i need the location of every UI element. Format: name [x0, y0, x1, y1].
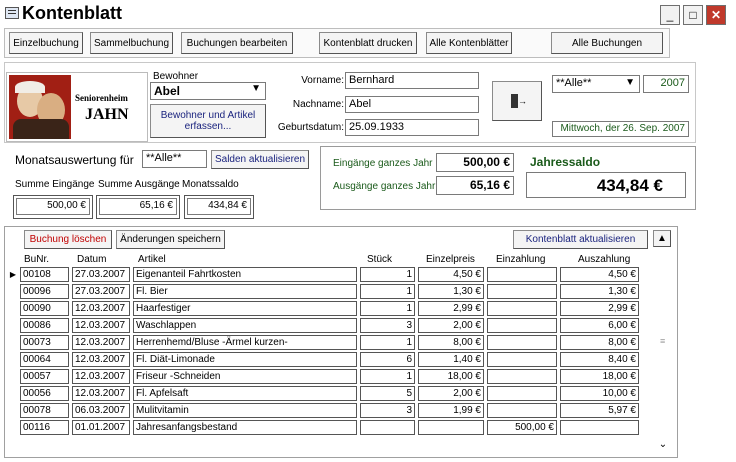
cell-wrap: [133, 351, 360, 368]
cell-qty[interactable]: 1: [360, 335, 415, 350]
month-filter-select[interactable]: [552, 75, 640, 93]
cell-price[interactable]: [418, 420, 484, 435]
month-filter-value: **Alle**: [556, 77, 592, 89]
cell-out[interactable]: 8,00 €: [560, 335, 639, 350]
geburtsdatum-field[interactable]: 25.09.1933: [345, 119, 479, 136]
cell-wrap: [418, 266, 487, 283]
cell-wrap: [418, 385, 487, 402]
cell-wrap: [360, 266, 418, 283]
cell-wrap: [560, 266, 642, 283]
sammelbuchung-button[interactable]: Sammelbuchung: [90, 32, 173, 54]
cell-wrap: [133, 385, 360, 402]
kontenblatt-drucken-button[interactable]: Kontenblatt drucken: [319, 32, 417, 54]
bewohner-value: Abel: [154, 84, 181, 98]
cell-out[interactable]: 2,99 €: [560, 301, 639, 316]
vorname-label: Vorname:: [301, 75, 344, 86]
cell-wrap: [560, 300, 642, 317]
cell-wrap: [418, 300, 487, 317]
cell-qty[interactable]: 1: [360, 284, 415, 299]
cell-nr[interactable]: 00057: [20, 369, 69, 384]
nachname-field[interactable]: Abel: [345, 96, 479, 113]
title-bar: [0, 0, 736, 30]
cell-date[interactable]: 27.03.2007: [72, 267, 130, 282]
cell-wrap: [20, 317, 72, 334]
cell-wrap: [20, 419, 72, 436]
cell-date[interactable]: 01.01.2007: [72, 420, 130, 435]
row-selector[interactable]: [6, 368, 20, 385]
table-row[interactable]: [6, 385, 642, 402]
cell-qty[interactable]: 6: [360, 352, 415, 367]
cell-date[interactable]: 12.03.2007: [72, 318, 130, 333]
current-record-icon: ▶: [9, 270, 17, 279]
cell-price[interactable]: 1,40 €: [418, 352, 484, 367]
cell-in[interactable]: [487, 318, 557, 333]
cell-in[interactable]: [487, 386, 557, 401]
cell-wrap: [487, 351, 560, 368]
cell-wrap: [560, 334, 642, 351]
cell-wrap: [418, 402, 487, 419]
cell-wrap: [20, 351, 72, 368]
alle-kontenblaetter-button[interactable]: Alle Kontenblätter: [426, 32, 512, 54]
monatssaldo-value: 434,84 €: [187, 198, 251, 215]
window-title: Kontenblatt: [22, 3, 122, 23]
cell-in[interactable]: [487, 335, 557, 350]
cell-price[interactable]: 2,99 €: [418, 301, 484, 316]
cell-wrap: [20, 402, 72, 419]
einzelbuchung-button[interactable]: Einzelbuchung: [9, 32, 83, 54]
col-header-out: Auszahlung: [578, 254, 631, 265]
table-row[interactable]: [6, 419, 642, 436]
ausgaenge-jahr-label: Ausgänge ganzes Jahr: [333, 181, 436, 192]
cell-wrap: [72, 402, 133, 419]
cell-price[interactable]: 1,99 €: [418, 403, 484, 418]
logo-subtitle: Seniorenheim: [75, 93, 128, 103]
cell-in[interactable]: [487, 267, 557, 282]
summe-ausgaenge-value: 65,16 €: [99, 198, 177, 215]
jahressaldo-label: Jahressaldo: [530, 155, 601, 169]
cell-wrap: [418, 283, 487, 300]
cell-wrap: [360, 402, 418, 419]
cell-wrap: [418, 334, 487, 351]
cell-qty[interactable]: 1: [360, 369, 415, 384]
cell-wrap: [360, 419, 418, 436]
current-date-field: Mittwoch, der 26. Sep. 2007: [552, 121, 689, 137]
cell-price[interactable]: 1,30 €: [418, 284, 484, 299]
cell-wrap: [20, 283, 72, 300]
cell-wrap: [487, 266, 560, 283]
table-row[interactable]: [6, 351, 642, 368]
cell-nr[interactable]: 00090: [20, 301, 69, 316]
cell-article[interactable]: Fl. Diät-Limonade: [133, 352, 357, 367]
cell-article[interactable]: Waschlappen: [133, 318, 357, 333]
row-selector[interactable]: [6, 283, 20, 300]
cell-wrap: [133, 419, 360, 436]
cell-qty[interactable]: 5: [360, 386, 415, 401]
cell-wrap: [560, 368, 642, 385]
cell-wrap: [133, 334, 360, 351]
cell-date[interactable]: 12.03.2007: [72, 369, 130, 384]
table-row[interactable]: [6, 266, 642, 283]
cell-wrap: [133, 317, 360, 334]
cell-price[interactable]: 18,00 €: [418, 369, 484, 384]
bewohner-select[interactable]: [150, 82, 266, 100]
cell-article[interactable]: Jahresanfangsbestand: [133, 420, 357, 435]
cell-wrap: [20, 266, 72, 283]
scroll-up-button[interactable]: [653, 230, 671, 247]
col-header-qty: Stück: [367, 254, 393, 265]
row-selector[interactable]: [6, 317, 20, 334]
cell-qty[interactable]: 3: [360, 318, 415, 333]
maximize-icon[interactable]: □: [683, 5, 703, 25]
eingaenge-jahr-label: Eingänge ganzes Jahr: [333, 158, 433, 169]
cell-wrap: [72, 334, 133, 351]
cell-date[interactable]: 12.03.2007: [72, 386, 130, 401]
cell-qty[interactable]: 3: [360, 403, 415, 418]
minimize-icon[interactable]: _: [660, 5, 680, 25]
col-header-nr: BuNr.: [24, 254, 50, 265]
cell-article[interactable]: Herrenhemd/Bluse -Ärmel kurzen-: [133, 335, 357, 350]
cell-wrap: [560, 385, 642, 402]
table-row[interactable]: [6, 283, 642, 300]
cell-wrap: [487, 334, 560, 351]
cell-wrap: [133, 266, 360, 283]
bookings-table: [6, 266, 642, 436]
row-selector[interactable]: [6, 351, 20, 368]
cell-out[interactable]: 1,30 €: [560, 284, 639, 299]
cell-article[interactable]: Friseur -Schneiden: [133, 369, 357, 384]
cell-nr[interactable]: 00116: [20, 420, 69, 435]
cell-wrap: [487, 368, 560, 385]
table-row[interactable]: [6, 317, 642, 334]
cell-wrap: [133, 368, 360, 385]
cell-article[interactable]: Eigenanteil Fahrtkosten: [133, 267, 357, 282]
photo: [9, 75, 71, 139]
cell-in[interactable]: [487, 352, 557, 367]
summe-eingaenge-value: 500,00 €: [16, 198, 90, 215]
cell-price[interactable]: 2,00 €: [418, 318, 484, 333]
scroll-grip-icon: ≡: [660, 336, 666, 346]
row-selector[interactable]: [6, 402, 20, 419]
cell-wrap: [487, 385, 560, 402]
cell-in[interactable]: [487, 403, 557, 418]
cell-out[interactable]: 8,40 €: [560, 352, 639, 367]
cell-date[interactable]: 12.03.2007: [72, 335, 130, 350]
cell-in[interactable]: 500,00 €: [487, 420, 557, 435]
cell-wrap: [20, 368, 72, 385]
cell-nr[interactable]: 00078: [20, 403, 69, 418]
cell-wrap: [487, 419, 560, 436]
cell-out[interactable]: 10,00 €: [560, 386, 639, 401]
cell-out[interactable]: 6,00 €: [560, 318, 639, 333]
cell-nr[interactable]: 00064: [20, 352, 69, 367]
bewohner-label: Bewohner: [153, 71, 199, 82]
cell-wrap: [360, 283, 418, 300]
exit-button[interactable]: [492, 81, 542, 121]
summe-ausgaenge-label: Summe Ausgänge: [98, 179, 180, 190]
cell-wrap: [360, 385, 418, 402]
cell-out[interactable]: 5,97 €: [560, 403, 639, 418]
cell-wrap: [360, 334, 418, 351]
cell-wrap: [487, 283, 560, 300]
kontenblatt-aktualisieren-button[interactable]: Kontenblatt aktualisieren: [513, 230, 648, 249]
table-row[interactable]: [6, 402, 642, 419]
row-selector[interactable]: [6, 385, 20, 402]
col-header-date: Datum: [77, 254, 107, 265]
cell-wrap: [133, 283, 360, 300]
cell-wrap: [560, 419, 642, 436]
form-icon: [5, 7, 19, 19]
cell-wrap: [20, 385, 72, 402]
chevron-down-icon[interactable]: ▼: [251, 83, 261, 94]
cell-price[interactable]: 2,00 €: [418, 386, 484, 401]
col-header-in: Einzahlung: [496, 254, 546, 265]
monthly-month-field[interactable]: **Alle**: [142, 150, 207, 168]
eingaenge-jahr-value: 500,00 €: [436, 153, 514, 172]
cell-wrap: [418, 317, 487, 334]
cell-wrap: [20, 300, 72, 317]
cell-wrap: [72, 368, 133, 385]
cell-wrap: [133, 402, 360, 419]
cell-date[interactable]: 27.03.2007: [72, 284, 130, 299]
bewohner-erfassen-button[interactable]: Bewohner und Artikel erfassen...: [150, 104, 266, 138]
buchungen-bearbeiten-button[interactable]: Buchungen bearbeiten: [181, 32, 293, 54]
cell-wrap: [418, 419, 487, 436]
cell-wrap: [487, 300, 560, 317]
col-header-price: Einzelpreis: [426, 254, 475, 265]
cell-wrap: [418, 368, 487, 385]
cell-article[interactable]: Haarfestiger: [133, 301, 357, 316]
cell-wrap: [72, 266, 133, 283]
summe-eingaenge-label: Summe Eingänge: [15, 179, 95, 190]
door-exit-icon: →: [510, 94, 524, 108]
monatssaldo-label: Monatssaldo: [182, 179, 239, 190]
cell-wrap: [72, 351, 133, 368]
col-header-article: Artikel: [138, 254, 166, 265]
cell-wrap: [72, 283, 133, 300]
scroll-up-icon: ▲: [657, 233, 667, 244]
ausgaenge-jahr-value: 65,16 €: [436, 176, 514, 195]
cell-wrap: [360, 300, 418, 317]
buchung-loeschen-button[interactable]: Buchung löschen: [24, 230, 112, 249]
cell-wrap: [487, 402, 560, 419]
cell-nr[interactable]: 00096: [20, 284, 69, 299]
table-row[interactable]: [6, 300, 642, 317]
cell-wrap: [133, 300, 360, 317]
table-row[interactable]: [6, 368, 642, 385]
cell-wrap: [72, 419, 133, 436]
salden-aktualisieren-button[interactable]: Salden aktualisieren: [211, 150, 309, 169]
row-selector[interactable]: [6, 300, 20, 317]
cell-wrap: [560, 402, 642, 419]
cell-price[interactable]: 4,50 €: [418, 267, 484, 282]
cell-wrap: [560, 351, 642, 368]
table-row[interactable]: [6, 334, 642, 351]
geburtsdatum-label: Geburtsdatum:: [277, 122, 344, 133]
cell-qty[interactable]: 1: [360, 267, 415, 282]
cell-date[interactable]: 12.03.2007: [72, 301, 130, 316]
cell-qty[interactable]: [360, 420, 415, 435]
year-field[interactable]: 2007: [643, 75, 689, 93]
cell-nr[interactable]: 00056: [20, 386, 69, 401]
cell-out[interactable]: 4,50 €: [560, 267, 639, 282]
logo-name: JAHN: [85, 106, 129, 123]
cell-wrap: [20, 334, 72, 351]
aenderungen-speichern-button[interactable]: Änderungen speichern: [116, 230, 225, 249]
cell-in[interactable]: [487, 301, 557, 316]
cell-wrap: [487, 317, 560, 334]
cell-price[interactable]: 8,00 €: [418, 335, 484, 350]
close-icon[interactable]: ✕: [706, 5, 726, 25]
cell-wrap: [560, 317, 642, 334]
cell-in[interactable]: [487, 369, 557, 384]
nachname-label: Nachname:: [292, 99, 344, 110]
jahressaldo-value: 434,84 €: [526, 172, 686, 198]
cell-date[interactable]: 12.03.2007: [72, 352, 130, 367]
logo: [6, 72, 148, 142]
cell-wrap: [360, 317, 418, 334]
cell-article[interactable]: Fl. Bier: [133, 284, 357, 299]
cell-out[interactable]: 18,00 €: [560, 369, 639, 384]
cell-article[interactable]: Mulitvitamin: [133, 403, 357, 418]
row-selector[interactable]: [6, 419, 20, 436]
cell-in[interactable]: [487, 284, 557, 299]
cell-qty[interactable]: 1: [360, 301, 415, 316]
cell-nr[interactable]: 00073: [20, 335, 69, 350]
row-selector[interactable]: [6, 266, 20, 283]
cell-nr[interactable]: 00108: [20, 267, 69, 282]
cell-article[interactable]: Fl. Apfelsaft: [133, 386, 357, 401]
row-selector[interactable]: [6, 334, 20, 351]
alle-buchungen-button[interactable]: Alle Buchungen: [551, 32, 663, 54]
scroll-down-icon[interactable]: ⌄: [658, 439, 668, 450]
vorname-field[interactable]: Bernhard: [345, 72, 479, 89]
cell-wrap: [360, 351, 418, 368]
cell-wrap: [72, 317, 133, 334]
cell-date[interactable]: 06.03.2007: [72, 403, 130, 418]
cell-wrap: [72, 385, 133, 402]
cell-wrap: [418, 351, 487, 368]
chevron-down-icon[interactable]: ▼: [625, 77, 635, 88]
cell-nr[interactable]: 00086: [20, 318, 69, 333]
cell-wrap: [560, 283, 642, 300]
cell-wrap: [72, 300, 133, 317]
cell-out[interactable]: [560, 420, 639, 435]
cell-wrap: [360, 368, 418, 385]
monatsauswertung-label: Monatsauswertung für: [15, 153, 134, 167]
